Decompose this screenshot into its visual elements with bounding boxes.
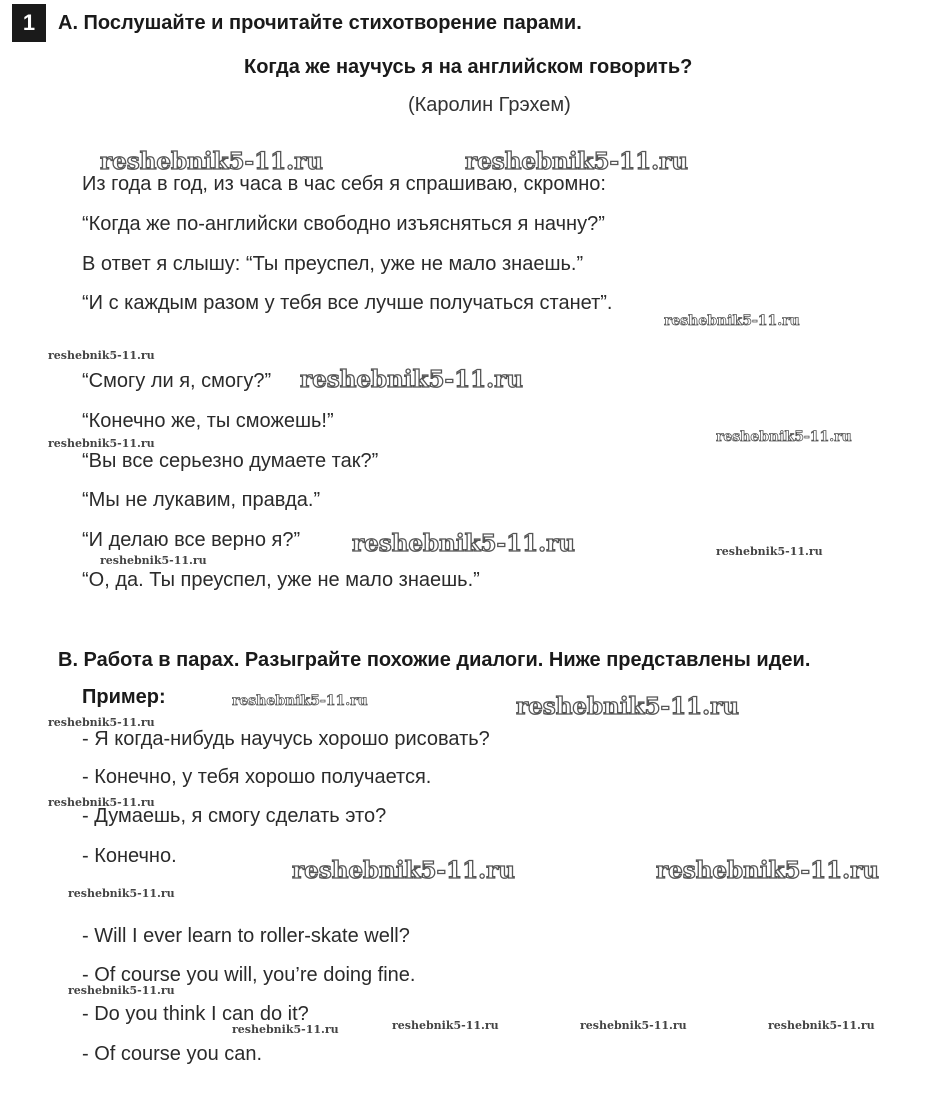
poem-line: Из года в год, из часа в час себя я спрашиваю, скромно: bbox=[82, 173, 606, 195]
poem-line: “Вы все серьезно думаете так?” bbox=[82, 450, 379, 472]
watermark: reshebnik5-11.ru bbox=[664, 313, 800, 329]
watermark: reshebnik5-11.ru bbox=[716, 429, 852, 445]
watermark: reshebnik5-11.ru bbox=[292, 857, 515, 884]
watermark: reshebnik5-11.ru bbox=[392, 1019, 499, 1032]
watermark: reshebnik5-11.ru bbox=[68, 887, 175, 900]
watermark: reshebnik5-11.ru bbox=[48, 437, 155, 450]
poem-line: “И делаю все верно я?” bbox=[82, 529, 301, 551]
poem-author: (Каролин Грэхем) bbox=[408, 94, 571, 116]
exercise-number-badge: 1 bbox=[12, 4, 46, 42]
watermark: reshebnik5-11.ru bbox=[516, 693, 739, 720]
poem-title: Когда же научусь я на английском говорить? bbox=[244, 56, 693, 78]
example-ru-line: - Думаешь, я смогу сделать это? bbox=[82, 805, 387, 827]
poem-line: “Мы не лукавим, правда.” bbox=[82, 489, 321, 511]
watermark: reshebnik5-11.ru bbox=[465, 148, 688, 175]
example-label: Пример: bbox=[82, 686, 166, 708]
watermark: reshebnik5-11.ru bbox=[232, 1023, 339, 1036]
poem-line: “Смогу ли я, смогу?” bbox=[82, 370, 272, 392]
watermark: reshebnik5-11.ru bbox=[300, 366, 523, 393]
watermark: reshebnik5-11.ru bbox=[48, 349, 155, 362]
watermark: reshebnik5-11.ru bbox=[352, 530, 575, 557]
part-a-heading: A. Послушайте и прочитайте стихотворение парами. bbox=[58, 12, 582, 34]
watermark: reshebnik5-11.ru bbox=[100, 554, 207, 567]
poem-line: В ответ я слышу: “Ты преуспел, уже не мало знаешь.” bbox=[82, 253, 584, 275]
part-b-heading: B. Работа в парах. Разыграйте похожие диалоги. Ниже представлены идеи. bbox=[58, 649, 811, 671]
example-ru-line: - Конечно, у тебя хорошо получается. bbox=[82, 766, 432, 788]
example-ru-line: - Конечно. bbox=[82, 845, 177, 867]
watermark: reshebnik5-11.ru bbox=[580, 1019, 687, 1032]
example-ru-line: - Я когда-нибудь научусь хорошо рисовать? bbox=[82, 728, 490, 750]
poem-line: “О, да. Ты преуспел, уже не мало знаешь.” bbox=[82, 569, 480, 591]
watermark: reshebnik5-11.ru bbox=[656, 857, 879, 884]
watermark: reshebnik5-11.ru bbox=[48, 716, 155, 729]
example-en-line: - Will I ever learn to roller-skate well? bbox=[82, 925, 410, 947]
watermark: reshebnik5-11.ru bbox=[68, 984, 175, 997]
example-en-line: - Of course you can. bbox=[82, 1043, 263, 1065]
poem-line: “Конечно же, ты сможешь!” bbox=[82, 410, 334, 432]
watermark: reshebnik5-11.ru bbox=[768, 1019, 875, 1032]
example-en-line: - Of course you will, you’re doing fine. bbox=[82, 964, 416, 986]
poem-line: “Когда же по-английски свободно изъясняться я начну?” bbox=[82, 213, 605, 235]
watermark: reshebnik5-11.ru bbox=[232, 693, 368, 709]
poem-line: “И с каждым разом у тебя все лучше получаться станет”. bbox=[82, 292, 613, 314]
example-en-line: - Do you think I can do it? bbox=[82, 1003, 309, 1025]
watermark: reshebnik5-11.ru bbox=[100, 148, 323, 175]
watermark: reshebnik5-11.ru bbox=[48, 796, 155, 809]
watermark: reshebnik5-11.ru bbox=[716, 545, 823, 558]
